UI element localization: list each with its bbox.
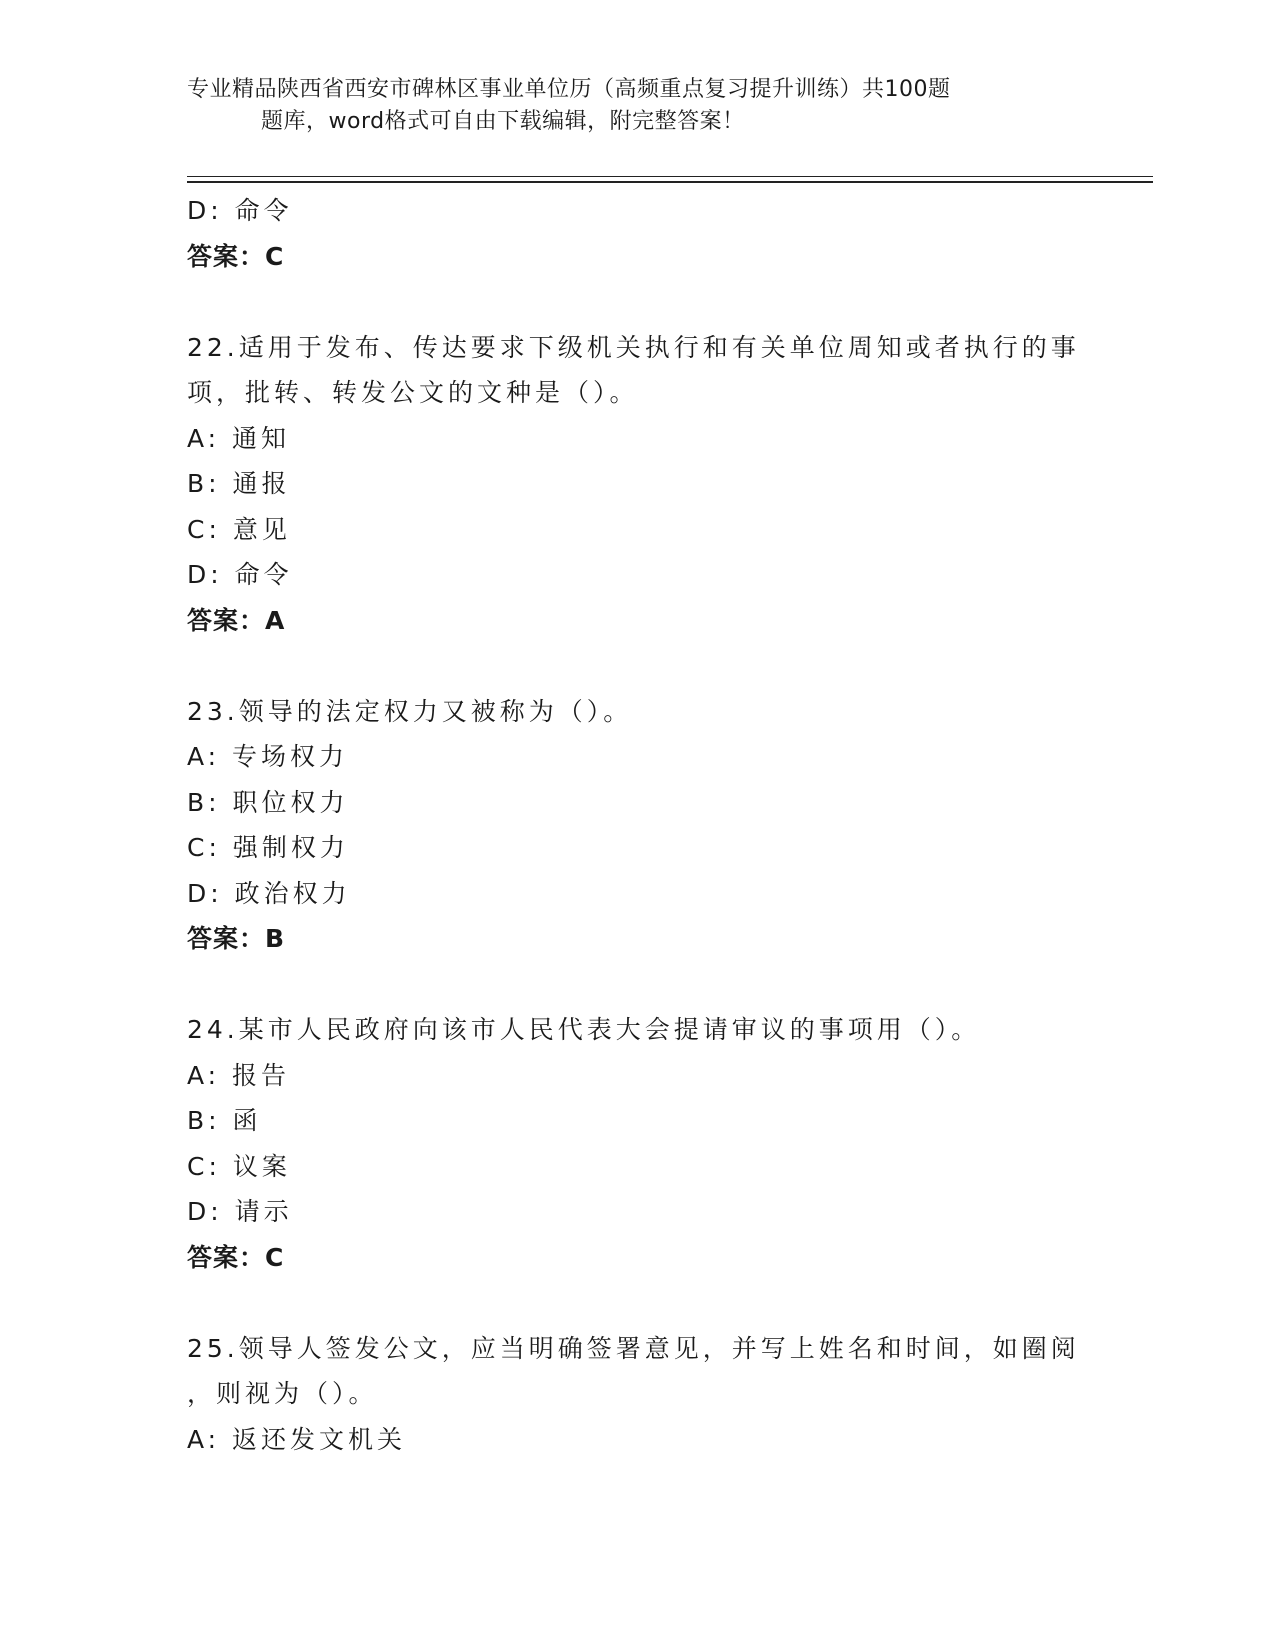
header-title-line-2: 题库，word格式可自由下载编辑，附完整答案！: [261, 109, 745, 134]
question-23-answer: 答案：B: [187, 924, 286, 953]
question-23-option-b: B: 职位权力: [187, 787, 349, 817]
question-25-option-a: A: 返还发文机关: [187, 1424, 407, 1454]
question-22-answer: 答案：A: [187, 605, 286, 635]
question-23-option-a: A: 专场权力: [187, 742, 349, 771]
question-25: [187, 1326, 1087, 1463]
question-24-answer: 答案：C: [187, 1242, 285, 1272]
spacer: [187, 279, 1087, 325]
question-23-stem: 23.领导的法定权力又被称为（）。: [187, 696, 633, 726]
question-22-option-d: D: 命令: [187, 560, 293, 589]
question-21-option-d: D: 命令: [187, 196, 293, 225]
question-23-option-d: D: 政治权力: [187, 878, 351, 908]
question-24-option-a: A: 报告: [187, 1060, 291, 1090]
question-24-option-b: B: 函: [187, 1106, 262, 1135]
question-24-stem: 24.某市人民政府向该市人民代表大会提请审议的事项用（）。: [187, 1015, 981, 1044]
question-24: [187, 1007, 1087, 1280]
header-divider-thick: [187, 181, 1153, 183]
question-22-option-c: C: 意见: [187, 514, 291, 544]
header-title-line-1: 专业精品陕西省西安市碑林区事业单位历（高频重点复习提升训练）共100题: [187, 77, 951, 102]
spacer: [187, 962, 1087, 1008]
question-22-stem-line-2: 项，批转、转发公文的文种是（）。: [187, 378, 639, 407]
header-divider-thin: [187, 176, 1153, 177]
question-25-stem-line-2: ，则视为（）。: [187, 1379, 378, 1408]
question-22-option-a: A: 通知: [187, 423, 291, 453]
question-25-stem-line-1: 25.领导人签发公文，应当明确签署意见，并写上姓名和时间，如圈阅: [187, 1333, 1080, 1363]
question-list: [187, 188, 1087, 1462]
question-22-option-b: B: 通报: [187, 469, 291, 498]
question-21-answer: 答案：C: [187, 241, 285, 271]
question-23: [187, 689, 1087, 962]
question-23-option-c: C: 强制权力: [187, 833, 349, 862]
question-24-option-c: C: 议案: [187, 1151, 291, 1181]
question-22: [187, 325, 1087, 644]
question-22-stem-line-1: 22.适用于发布、传达要求下级机关执行和有关单位周知或者执行的事: [187, 332, 1080, 362]
spacer: [187, 643, 1087, 689]
question-24-option-d: D: 请示: [187, 1197, 293, 1226]
document-header: [187, 74, 1087, 138]
spacer: [187, 1280, 1087, 1326]
